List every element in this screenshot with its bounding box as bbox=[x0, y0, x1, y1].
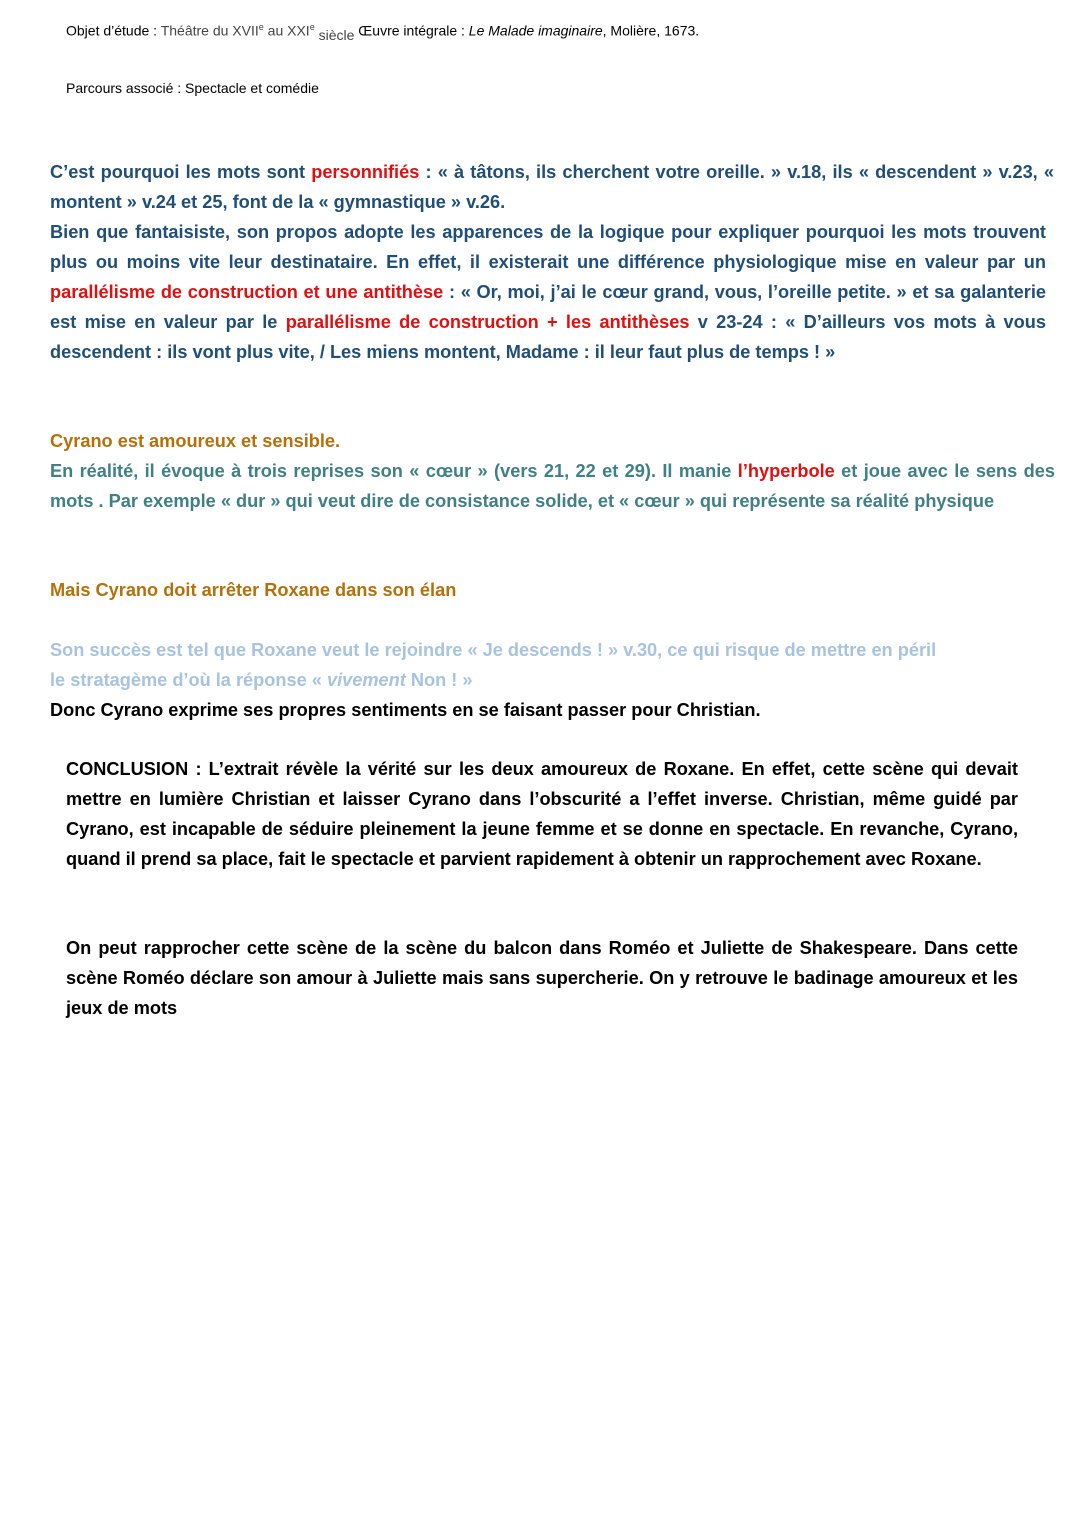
header-objet bbox=[66, 22, 700, 43]
p1-text-a: C’est pourquoi les mots sont bbox=[50, 162, 312, 182]
section-heading-elan: Mais Cyrano doit arrêter Roxane dans son élan bbox=[50, 580, 457, 600]
objet-au: au XXI bbox=[263, 22, 310, 39]
analysis-section-1 bbox=[50, 157, 1054, 367]
p2-highlight-2: parallélisme de construction + les antithèses bbox=[285, 312, 690, 332]
p4-text-c: Non ! » bbox=[405, 670, 473, 690]
p2-text-e: v 23-24 : « D’ailleurs vos mots à vous descendent : ils vont plus vite, / Les miens montent, Madame : il leur faut plus de temps ! » bbox=[50, 312, 1046, 362]
paragraph-succes-line1: Son succès est tel que Roxane veut le rejoindre « Je descends ! » v.30, ce qui risque de mettre en péril bbox=[50, 640, 937, 660]
p2-text-a: Bien que fantaisiste, son propos adopte les apparences de la logique pour expliquer pourquoi les mots trouvent plus ou moins vite leur destinataire. En effet, il existerait une différence physiologique mise en valeur par un bbox=[50, 222, 1046, 272]
oeuvre-title: Le Malade imaginaire bbox=[468, 22, 603, 39]
objet-value: Théâtre du XVII bbox=[160, 22, 259, 39]
paragraph-sentiments: Donc Cyrano exprime ses propres sentiments en se faisant passer pour Christian. bbox=[50, 700, 761, 720]
conclusion-paragraph: CONCLUSION : L’extrait révèle la vérité sur les deux amoureux de Roxane. En effet, cette scène qui devait mettre en lumière Christian et laisser Cyrano dans l’obscurité a l’effet inverse. Christian, même guidé par Cyrano, est incapable de séduire pleinement la jeune femme et se donne en spectacle. En revanche, Cyrano, quand il prend sa place, fait le spectacle et parvient rapidement à obtenir un rapprochement avec Roxane. bbox=[66, 759, 1018, 869]
sup-2: e bbox=[309, 22, 315, 32]
sup-1: e bbox=[258, 22, 264, 32]
p1-text-c: : « à tâtons, ils cherchent votre oreille. » v.18, ils « descendent » v.23, « montent » v.24 et 25, font de la « gymnastique » v.26. bbox=[50, 162, 1055, 212]
paragraph-logique bbox=[50, 217, 1046, 367]
objet-label: Objet d’étude : bbox=[66, 22, 161, 39]
oeuvre-label: Œuvre intégrale : bbox=[354, 22, 469, 39]
oeuvre-rest: , Molière, 1673. bbox=[602, 22, 700, 39]
p4-italic: vivement bbox=[326, 670, 406, 690]
analysis-section-3 bbox=[50, 635, 1050, 725]
objet-siecle: siècle bbox=[314, 26, 355, 43]
paragraph-coeur bbox=[50, 456, 1055, 516]
analysis-section-2 bbox=[50, 426, 1055, 516]
ouverture-paragraph: On peut rapprocher cette scène de la scène du balcon dans Roméo et Juliette de Shakespeare. Dans cette scène Roméo déclare son amour à Juliette mais sans supercherie. On y retrouve le badinage amoureux et les jeux de mots bbox=[66, 938, 1018, 1018]
p3-text-c: et joue avec le sens des mots . Par exemple « dur » qui veut dire de consistance solide, et « cœur » qui représente sa réalité physique bbox=[50, 461, 1055, 511]
p2-text-c: : « Or, moi, j’ai le cœur grand, vous, l’oreille petite. » et sa galanterie est mise en valeur par le bbox=[50, 282, 1046, 332]
p1-highlight: personnifiés bbox=[311, 162, 420, 182]
paragraph-succes-line2 bbox=[50, 665, 1050, 695]
p3-highlight: l’hyperbole bbox=[737, 461, 835, 481]
section-heading-amoureux: Cyrano est amoureux et sensible. bbox=[50, 431, 341, 451]
p3-text-a: En réalité, il évoque à trois reprises son « cœur » (vers 21, 22 et 29). Il manie bbox=[50, 461, 738, 481]
paragraph-personnification bbox=[50, 157, 1054, 217]
header-parcours: Parcours associé : Spectacle et comédie bbox=[66, 80, 319, 96]
p4-text-a: le stratagème d’où la réponse « bbox=[50, 670, 327, 690]
p2-highlight-1: parallélisme de construction et une antithèse bbox=[50, 282, 444, 302]
